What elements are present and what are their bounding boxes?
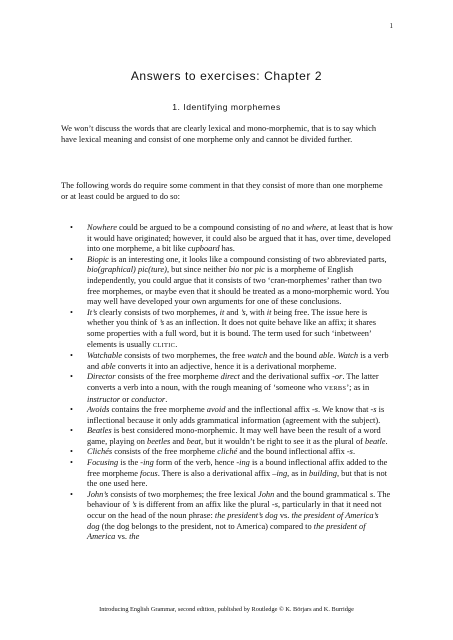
list-item-text: John’s consists of two morphemes; the free lexical John and the bound grammatical s. The behaviour of ’s is different from an affix like the plural -s, particularly in that it need not occur on the head of the noun phrase: the president’s dog vs. the president of America’s dog (the dog belongs to the president, not to America) compared to the president of America vs. the: [87, 489, 391, 542]
page-footer: Introducing English Grammar, second edition, published by Routledge © K. Börjars and K. Burridge: [99, 606, 354, 613]
bullet-icon: •: [70, 426, 73, 436]
bullet-icon: •: [70, 372, 73, 382]
bullet-icon: •: [70, 307, 73, 317]
bullet-icon: •: [70, 405, 73, 415]
list-item-text: Watchable consists of two morphemes, the free watch and the bound able. Watch is a verb and able converts it into an adjective, hence it is a derivational morpheme.: [87, 351, 389, 371]
list-item-text: It’s clearly consists of two morphemes, it and ’s, with it being free. The issue here is whether you think of ’s as an inflection. It does not quite behave like an affix; it shares some properties with a full word, but it is bound. The term used for such ‘inbetween’ elements is usually CLITIC.: [87, 307, 377, 349]
list-item-text: Beatles is best considered mono-morphemic. It may well have been the result of a word game, playing on beetles and beat, but it wouldn’t be right to see it as the plural of beatle.: [87, 426, 388, 446]
bullet-icon: •: [70, 447, 73, 457]
list-item-text: Nowhere could be argued to be a compound consisting of no and where, at least that is how it would have originated; however, it could also be argued that it has, over time, developed into one morpheme, a bit like cupboard has.: [87, 223, 393, 254]
page-title: Answers to exercises: Chapter 2: [130, 69, 323, 83]
list-item: [61, 255, 393, 308]
bullet-icon: •: [70, 254, 73, 264]
list-item: [61, 308, 393, 351]
list-item: [61, 223, 393, 255]
list-item: [61, 405, 393, 426]
bullet-icon: •: [70, 351, 73, 361]
section-title: 1. Identifying morphemes: [172, 102, 281, 112]
list-item: [61, 351, 393, 372]
list-item: [61, 458, 393, 490]
list-item: [61, 372, 393, 405]
intro-paragraph-1: We won’t discuss the words that are clearly lexical and mono‑morphemic, that is to say which have lexical meaning and consist of one morpheme only and cannot be divided further.: [61, 124, 377, 144]
list-item-text: Focusing is the -ing form of the verb, hence -ing is a bound inflectional affix added to the free morpheme focus. There is also a derivational affix –ing, as in building, but that is not the one used here.: [87, 458, 388, 489]
list-item-text: Avoids contains the free morpheme avoid and the inflectional affix -s. We know that -s is inflectional because it only adds grammatical information (agreement with the subject).: [87, 405, 385, 425]
page-number: 1: [389, 22, 393, 30]
bullet-icon: •: [70, 223, 73, 232]
morpheme-list: [61, 223, 393, 543]
list-item-text: Clichés consists of the free morpheme cliché and the bound inflectional affix -s.: [87, 447, 356, 457]
list-item-text: Director consists of the free morpheme direct and the derivational suffix -or. The latter converts a verb into a noun, with the rough meaning of ‘someone who VERBS’; as in instructor or conductor.: [87, 372, 379, 404]
list-item: [61, 447, 393, 458]
list-item: [61, 426, 393, 447]
list-item: [61, 490, 393, 543]
bullet-icon: •: [70, 458, 73, 468]
list-item-text: Biopic is an interesting one, it looks like a compound consisting of two abbreviated parts, bio(graphical) pic(ture), but since neither bio nor pic is a morpheme of English independently, you could argue that it consists of two ‘cran-morphemes’ rather than two free morphemes, or maybe even that it should be treated as a mono-morphemic word. You may well have developed your own arguments for one of these conclusions.: [87, 254, 390, 307]
bullet-icon: •: [70, 489, 73, 499]
intro-paragraph-2: The following words do require some comment in that they consist of more than one morpheme or at least could be argued to do so:: [61, 181, 383, 201]
